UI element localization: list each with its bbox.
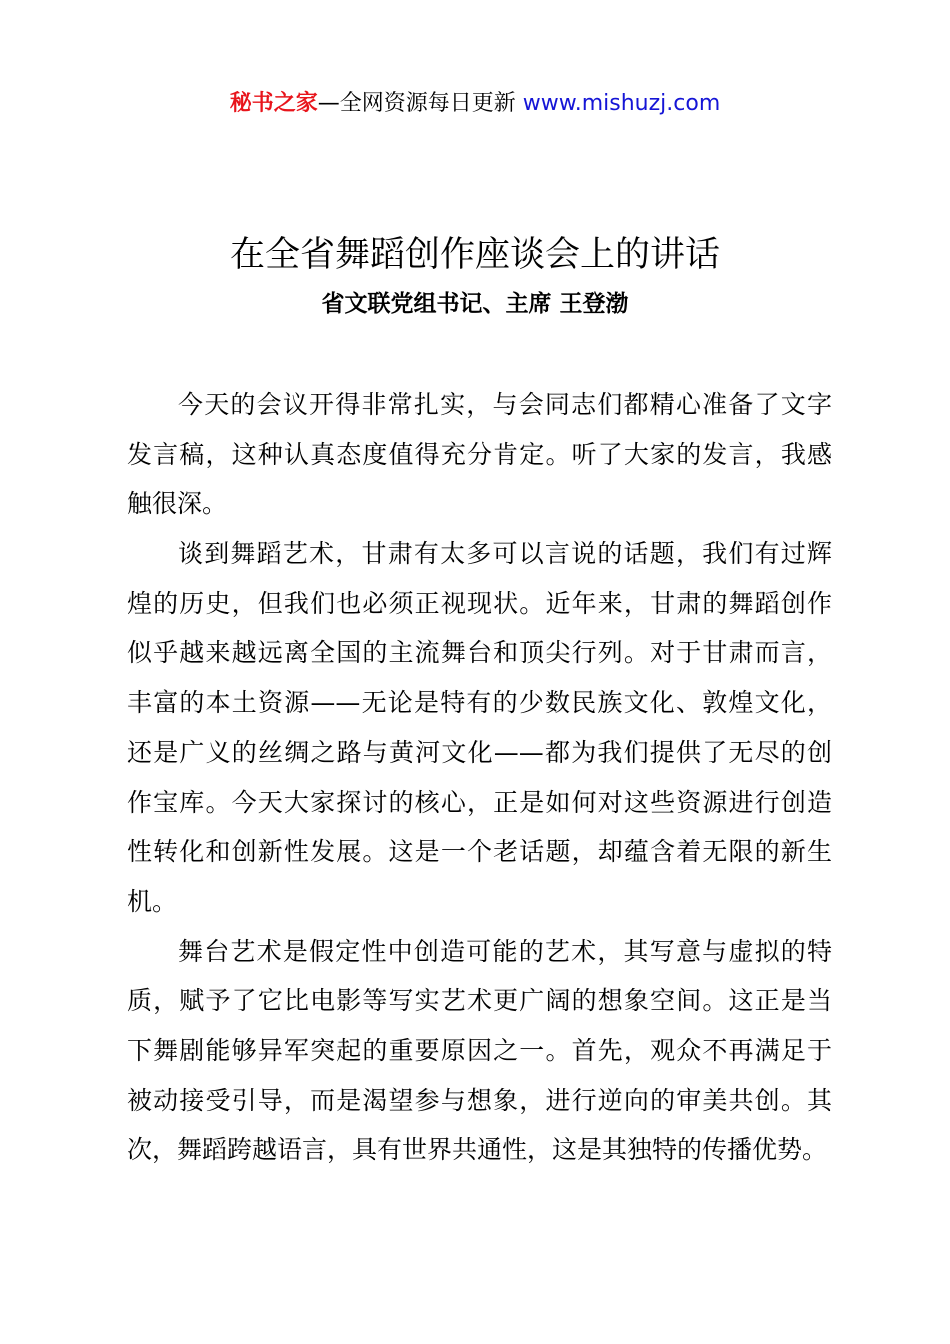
text-line: 丰富的本土资源——无论是特有的少数民族文化、敦煌文化，: [127, 688, 832, 718]
document-subtitle: 省文联党组书记、主席 王登渤: [321, 291, 629, 317]
site-link[interactable]: www.mishuzj.com: [522, 91, 721, 116]
text-line: 谈到舞蹈艺术，甘肃有太多可以言说的话题，我们有过辉: [178, 539, 832, 569]
header-tagline: —全网资源每日更新: [317, 91, 523, 116]
text-line: 发言稿，这种认真态度值得充分肯定。听了大家的发言，我感: [127, 439, 832, 469]
text-line: 舞台艺术是假定性中创造可能的艺术，其写意与虚拟的特: [178, 936, 832, 966]
text-line: 被动接受引导，而是渴望参与想象，进行逆向的审美共创。其: [127, 1085, 832, 1115]
text-line: 今天的会议开得非常扎实，与会同志们都精心准备了文字: [178, 390, 832, 419]
text-line: 触很深。: [127, 489, 228, 519]
document-title: 在全省舞蹈创作座谈会上的讲话: [229, 235, 720, 275]
brand-name: 秘书之家: [229, 91, 318, 116]
text-line: 似乎越来越远离全国的主流舞台和顶尖行列。对于甘肃而言，: [127, 638, 832, 668]
document-body: [127, 380, 832, 1175]
text-line: 次，舞蹈跨越语言，具有世界共通性，这是其独特的传播优势。: [127, 1135, 828, 1165]
text-line: 下舞剧能够异军突起的重要原因之一。首先，观众不再满足于: [127, 1035, 832, 1065]
text-line: 性转化和创新性发展。这是一个老话题，却蕴含着无限的新生: [127, 837, 832, 867]
site-header: [0, 88, 950, 120]
paragraph: [127, 927, 832, 1175]
text-line: 煌的历史，但我们也必须正视现状。近年来，甘肃的舞蹈创作: [127, 588, 832, 618]
text-line: 质，赋予了它比电影等写实艺术更广阔的想象空间。这正是当: [127, 986, 832, 1016]
text-line: 机。: [127, 886, 178, 916]
text-line: 作宝库。今天大家探讨的核心，正是如何对这些资源进行创造: [127, 787, 832, 817]
paragraph: [127, 529, 832, 927]
paragraph: [127, 380, 832, 529]
text-line: 还是广义的丝绸之路与黄河文化——都为我们提供了无尽的创: [127, 737, 832, 767]
